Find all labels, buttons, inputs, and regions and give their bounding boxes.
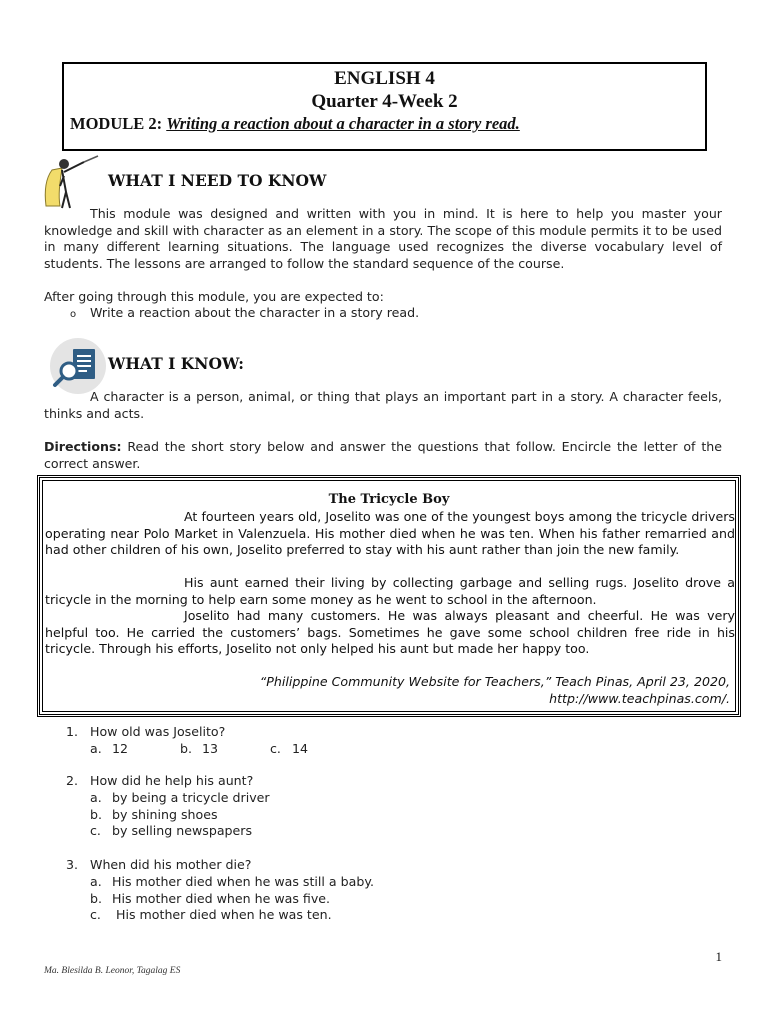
- character-definition: A character is a person, animal, or thing that plays an important part in a story. A character feels, thinks and acts.: [44, 389, 722, 421]
- option-letter: c.: [90, 823, 101, 839]
- story-paragraph: Joselito had many customers. He was always pleasant and cheerful. He was very helpful too. He carried the customers’ bags. Sometimes he gave some school children free ride in his tricycle. Through his efforts, Joselito not only helped his aunt but made her happy too.: [45, 608, 735, 657]
- question-item: [66, 857, 251, 874]
- question-number: 1.: [66, 724, 79, 739]
- option-text: by shining shoes: [112, 806, 218, 822]
- answer-option[interactable]: [90, 907, 374, 924]
- question-number: 3.: [66, 857, 79, 872]
- option-text: 12: [112, 741, 129, 756]
- author-footer: Ma. Blesilda B. Leonor, Tagalag ES: [44, 966, 181, 976]
- objective-item: [70, 305, 419, 320]
- option-letter: c.: [90, 907, 101, 923]
- directions-paragraph: [44, 439, 722, 472]
- answer-options: [90, 790, 270, 840]
- option-text: 13: [202, 741, 219, 756]
- directions-text: Read the short story below and answer the questions that follow. Encircle the letter of the correct answer.: [44, 439, 722, 471]
- answer-option[interactable]: [90, 823, 270, 840]
- option-text: His mother died when he was five.: [112, 890, 331, 906]
- objective-text: Write a reaction about the character in a story read.: [90, 305, 420, 320]
- story-paragraph: His aunt earned their living by collecting garbage and selling rugs. Joselito drove a tricycle in the morning to help earn some money as he went to school in the afternoon.: [45, 575, 735, 607]
- answer-option[interactable]: [180, 741, 270, 756]
- answer-option[interactable]: [90, 790, 270, 807]
- story-title: The Tricycle Boy: [328, 492, 450, 507]
- option-letter: b.: [90, 806, 102, 822]
- answer-option[interactable]: [270, 741, 308, 756]
- subject-title: ENGLISH 4: [334, 68, 435, 89]
- answer-option[interactable]: [90, 874, 374, 891]
- story-box: [37, 475, 741, 717]
- what-i-know-heading: WHAT I KNOW:: [108, 354, 245, 373]
- magnifier-document-icon: [45, 337, 111, 395]
- answer-option[interactable]: [90, 807, 270, 824]
- module-intro-paragraph: This module was designed and written with you in mind. It is here to help you master your knowledge and skill with character as an element in a story. The scope of this module permits it to be used in many different learning situations. The language used recognizes the diverse vocabulary level of students. The lessons are arranged to follow the standard sequence of the course.: [44, 206, 722, 271]
- what-i-need-to-know-heading: WHAT I NEED TO KNOW: [108, 171, 327, 190]
- option-letter: b.: [180, 741, 192, 756]
- bullet-marker: o: [70, 309, 77, 320]
- option-letter: b.: [90, 890, 102, 906]
- question-item: [66, 773, 253, 790]
- answer-option[interactable]: [90, 891, 374, 908]
- question-text: How did he help his aunt?: [90, 773, 254, 788]
- teacher-pointing-icon: [40, 154, 106, 210]
- question-number: 2.: [66, 773, 79, 788]
- option-text: by selling newspapers: [112, 823, 253, 839]
- module-header-box: [62, 62, 707, 151]
- source-citation: “Philippine Community Website for Teachers,” Teach Pinas, April 23, 2020,: [259, 674, 730, 689]
- option-letter: a.: [90, 741, 102, 756]
- question-text: How old was Joselito?: [90, 724, 226, 739]
- option-letter: a.: [90, 790, 102, 805]
- option-text: 14: [292, 741, 309, 756]
- module-line: [70, 114, 520, 134]
- question-text: When did his mother die?: [90, 857, 252, 872]
- answer-options: [90, 874, 374, 924]
- option-text: His mother died when he was still a baby.: [112, 874, 375, 889]
- module-title: Writing a reaction about a character in a story read.: [166, 114, 520, 133]
- module-label: MODULE 2:: [70, 114, 163, 133]
- question-item: [66, 724, 225, 741]
- quarter-title: Quarter 4-Week 2: [311, 91, 458, 112]
- story-paragraph: At fourteen years old, Joselito was one of the youngest boys among the tricycle drivers operating near Polo Market in Valenzuela. His mother died when he was ten. When his father remarried and had other children of his own, Joselito preferred to stay with his aunt rather than join the new family.: [45, 509, 735, 558]
- expectation-line: After going through this module, you are expected to:: [44, 289, 384, 304]
- answer-option[interactable]: [90, 741, 180, 756]
- option-letter: a.: [90, 874, 102, 889]
- source-url: http://www.teachpinas.com/.: [549, 690, 730, 706]
- option-letter: c.: [270, 741, 281, 756]
- option-text: His mother died when he was ten.: [112, 907, 332, 923]
- answer-options: [90, 741, 308, 756]
- story-source: [260, 674, 730, 707]
- option-text: by being a tricycle driver: [112, 790, 270, 805]
- page-number: 1: [715, 949, 722, 964]
- directions-label: Directions:: [44, 439, 122, 454]
